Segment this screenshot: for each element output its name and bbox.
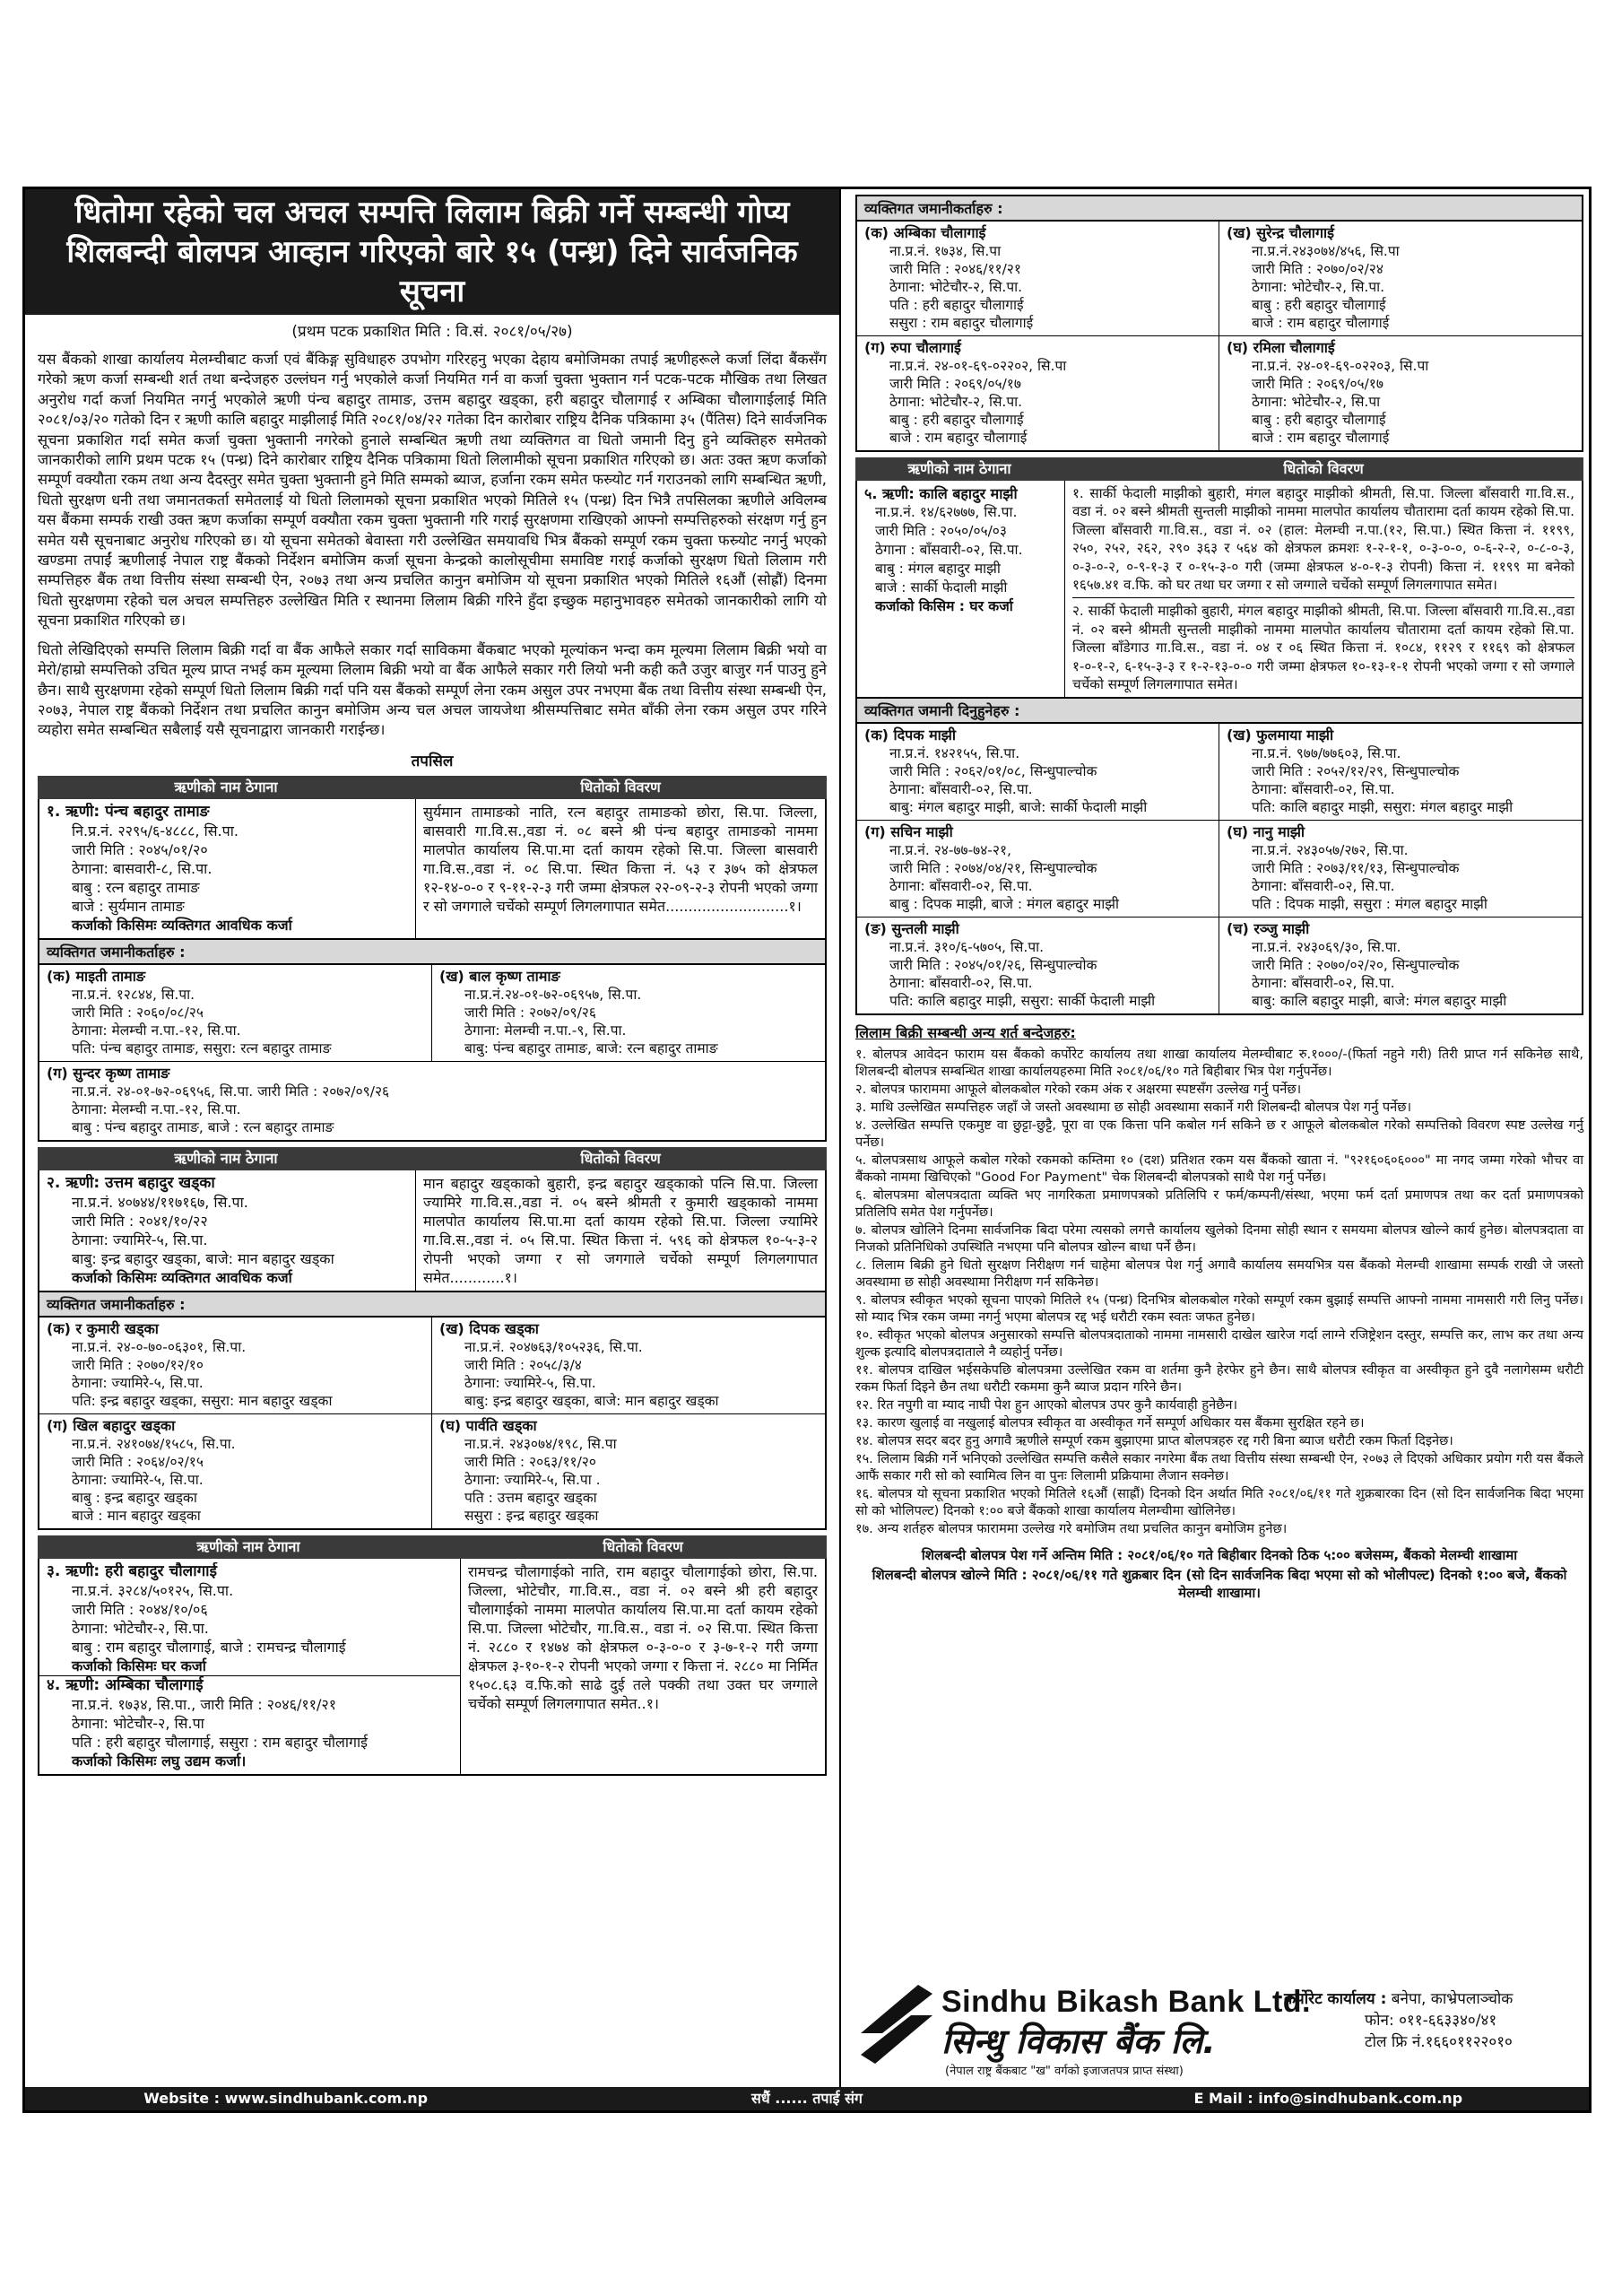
second-paragraph: धितो लेखिदिएको सम्पत्ति लिलाम बिक्री गर्दा वा बैंक आफैले सकार गर्दा साविकमा बैंकबाट भएको मूल्यांकन भन्दा कम मूल्यमा लिलाम बिक्री भयो वा मेरो/हाम्रो सम्पत्तिको उचित मूल्य प्राप्त नभई कम मूल्यमा लिलाम बिक्री भयो वा बैंक आफैले सकार गरी लियो भनी कही कतै उजुर बाजुर गर्न पाउनु हुने छैन। साथै सुरक्षणमा रहेको सम्पूर्ण धितो लिलाम बिक्री गर्दा पनि यस बैंकको सम्पूर्ण लेना रकम असुल उपर नभएमा बैंक तथा वित्तीय संस्था सम्बन्धी ऐन, २०७३, नेपाल राष्ट्र बैंकको निर्देशन तथा प्रचलित कानुन बमोजिम अन्य चल अचल जायजेथा श्रीसम्पत्तिबाट समेत बाँकी लेना रकम असुल उपर गरिने व्यहोरा समेत सम्बन्धित सबैलाई यसै सूचनाद्वारा जानकारी गराईन्छ। <box>38 640 827 739</box>
notice-frame <box>22 187 1592 2113</box>
guarantor-name: (ख) बाल कृष्ण तामाङ <box>439 967 560 985</box>
website-link[interactable]: Website : www.sindhubank.com.np <box>143 2090 429 2107</box>
guarantor-line: बाबु : पंन्च बहादुर तामाङ, बाजे : रत्न बहादुर तामाङ <box>72 1118 334 1135</box>
guarantor-grid <box>38 965 827 1142</box>
guarantor-line: ठेगाना: ज्यामिरे-५, सि.पा. <box>72 1471 204 1488</box>
guarantor-line: ना.प्र.नं. २४३०७४/१९८, सि.पा <box>464 1435 617 1452</box>
collateral-details: सुर्यमान तामाङको नाति, रत्न बहादुर तामाङको छोरा, सि.पा. जिल्ला, बासवारी गा.वि.स.,वडा नं. ०८ बस्ने श्री पंन्च बहादुर तामाङको नाममा मालपोत कार्यालय सि.पा.मा दर्ता कायम रहेको सि.पा. जिल्ला बासवारी गा.वि.स.,वडा नं. ०८ सि.पा. स्थित कित्ता नं. ५३ र ३७५ को क्षेत्रफल १२-१४-०-० र ९-११-२-३ गरी जम्मा क्षेत्रफल २२-०९-२-३ रोपनी भएको जग्गा र सो जगगाले चर्चेको सम्पूर्ण लिगलगापात समेत...........................१। <box>423 803 818 915</box>
guarantor-line: जारी मिति : २०७२/०९/२६ <box>464 1004 596 1021</box>
footer-bar <box>25 2087 1589 2110</box>
guarantor-name: (ख) फुलमाया माझी <box>1227 726 1334 744</box>
guarantor-line: ठेगाना: बाँसवारी-०२, सि.पा. <box>1252 781 1395 798</box>
guarantor-line: ठेगाना: मेलम्ची न.पा.-९, सि.पा. <box>464 1022 627 1039</box>
guarantor-card <box>857 222 1219 336</box>
borrower-line: ठेगाना: ज्यामिरे-५, सि.पा. <box>72 1231 208 1248</box>
guarantor-card <box>857 918 1219 1013</box>
guarantor-line: बाबु : इन्द्र बहादुर खड्का <box>72 1489 197 1506</box>
borrower-line: नि.प्र.नं. २२९५/६-४८८८, सि.पा. <box>72 822 239 839</box>
guarantor-line: ठेगाना: भोटेचौर-२, सि.पा. <box>889 394 1023 410</box>
bank-contact <box>1284 1988 1513 2053</box>
guarantor-line: ना.प्र.नं. २४-०१-६९-०२२०३, सि.पा <box>1252 358 1429 374</box>
collateral-details <box>1065 481 1582 697</box>
term-item: १७. अन्य शर्तहरु बोलपत्र फाराममा उल्लेख गरे बमोजिम तथा प्रचलित कानुन बमोजिम हुनेछ। <box>855 1521 1288 1537</box>
borrower-line: पति : हरी बहादुर चौलागाई, ससुरा : राम बहादुर चौलागाई <box>72 1733 368 1751</box>
guarantor-name: (ग) सचिन माझी <box>864 823 953 841</box>
guarantor-line: बाबु: मंगल बहादुर माझी, बाजे: सार्की फेदाली माझी <box>889 799 1148 816</box>
borrower-name: ३. ऋणी: हरी बहादुर चौलागाई <box>47 1561 217 1580</box>
borrower-line: बाबु : राम बहादुर चौलागाई, बाजे : रामचन्द्र चौलागाई <box>72 1638 346 1656</box>
borrower-line: जारी मिति : २०४४/१०/०६ <box>72 1600 208 1618</box>
bank-block <box>855 1976 1583 2082</box>
guarantor-name: (च) रञ्जु माझी <box>1227 920 1310 938</box>
guarantor-name: (क) अम्बिका चौलागाई <box>864 224 986 241</box>
guarantor-line: ना.प्र.नं. २०४७६३/१०५२३६, सि.पा. <box>464 1338 643 1355</box>
guarantor-line: बाजे : मान बहादुर खड्का <box>72 1507 201 1524</box>
bank-license: (नेपाल राष्ट्र बैंकबाट "ख" वर्गको इजाजतपत्र प्राप्त संस्था) <box>945 2065 1184 2078</box>
guarantor-line: ना.प्र.नं. १७३४, सि.पा <box>889 243 1002 259</box>
guarantor-line: पति : उत्तम बहादुर खड्का <box>464 1489 597 1506</box>
term-item: ७. बोलपत्र खोलिने दिनमा सार्वजनिक बिदा परेमा त्यसको लगत्तै कार्यालय खुलेको दिनमा सोही स्थान र समयमा बोलपत्र खोल्ने कार्य हुनेछ। बोलपत्रदाता वा निजको प्रतिनिधिको उपस्थिति नभएमा पनि बोलपत्र खोल्न बाधा पर्ने छैन। <box>855 1222 1583 1256</box>
loan-section-1 <box>38 776 827 1142</box>
header-collateral: धितोको विवरण <box>603 1537 683 1555</box>
guarantor-name: (क) माइती तामाङ <box>47 967 146 985</box>
guarantor-card <box>432 965 825 1062</box>
guarantor-line: बाजे : राम बहादुर चौलागाई <box>1252 430 1390 446</box>
term-item: ११. बोलपत्र दाखिल भईसकेपछि बोलपत्रमा उल्लेखित रकम वा शर्तमा कुनै हेरफेर हुने छैन। साथै बोलपत्र स्वीकृत वा अस्वीकृत हुने दुवै नलागेसम्म धरौटी रकम फिर्ता दिइने छैन तथा धरौटी रकममा कुनै ब्याज प्रदान गरिने छैन। <box>855 1362 1583 1396</box>
term-item: १२. रित नपुगी वा म्याद नाघी पेश हुन आएको बोलपत्र उपर कुनै कार्यवाही हुनेछैन। <box>855 1397 1238 1413</box>
guarantor-line: ठेगाना: बाँसवारी-०२, सि.पा. <box>1252 878 1395 895</box>
term-item: २. बोलपत्र फाराममा आफूले बोलकबोल गरेको रकम अंक र अक्षरमा स्पष्टसँग उल्लेख गर्नु पर्नेछ। <box>855 1082 1302 1098</box>
term-item: ९. बोलपत्र स्वीकृत भएको सूचना पाएको मितिले १५ (पन्ध्र) दिनभित्र बोलकबोल गरेको सम्पूर्ण रकम बुझाई सम्पत्ति आफ्नो नाममा नामसारी गरी लिनु पर्नेछ। सो म्याद भित्र रकम जम्मा नगर्नु भएमा बोलपत्र रद्द भई धरौटी रकम स्वतः जफत हुनेछ। <box>855 1292 1583 1326</box>
guarantor-line: ना.प्र.नं. २४३०६९/३०, सि.पा. <box>1252 939 1401 956</box>
guarantor-line: ठेगाना: मेलम्ची न.पा.-१२, सि.पा. <box>72 1022 241 1039</box>
guarantor-line: जारी मिति : २०७०/०२/२०, सिन्धुपाल्चोक <box>1252 957 1460 974</box>
bank-logo-icon <box>855 1981 938 2067</box>
guarantor-grid <box>855 724 1583 1015</box>
guarantor-line: ठेगाना: ज्यामिरे-५, सि.पा . <box>464 1471 601 1488</box>
guarantor-line: बाबु: कालि बहादुर माझी, बाजे: मंगल बहादुर माझी <box>1252 993 1507 1010</box>
guarantor-line: ना.प्र.नं. २४-०-७०-०६३०१, सि.पा. <box>72 1338 247 1355</box>
guarantor-line: पति: इन्द्र बहादुर खड्का, ससुरा: मान बहादुर खड्का <box>72 1392 333 1409</box>
borrower-details <box>39 799 416 938</box>
guarantor-line: ना.प्र.नं. २४-०१-७२-०६९५६, सि.पा. जारी मिति : २०७२/०९/२६ <box>72 1083 390 1100</box>
guarantor-name: (क) र कुमारी खड्का <box>47 1319 159 1337</box>
guarantor-header: व्यक्तिगत जमानीकर्ताहरु : <box>38 940 827 965</box>
guarantor-card <box>39 1414 432 1528</box>
collateral-item: २. सार्की फेदाली माझीको बुहारी, मंगल बहादुर माझीको श्रीमती, सि.पा. जिल्ला बाँसवारी गा.वि.स.,वडा नं. ०२ बस्ने श्रीमती सुन्तली माझीको नाममा मालपोत कार्यालय चौतारामा दर्ता कायम रहेको सि.पा. जिल्ला बाँडेगाउ गा.वि.स., वडा नं. ०४ र ०६ स्थित कित्ता नं. १०८४, ११२९ र ११६९ को क्षेत्रफल १-०-१-२, ६-१५-३-३ र १-२-१३-०-० गरी जम्मा क्षेत्रफल १०-१३-१-१ रोपनी भएको जग्गा र सो जग्गाले चर्चेको सम्पूर्ण लिगलगापात समेत। <box>1072 603 1574 693</box>
loan-type: कर्जाको किसिमः घर कर्जा <box>72 1657 206 1674</box>
table-header <box>38 1535 827 1559</box>
borrower-line: ना.प्र.नं. १४/६२७७७, सि.पा. <box>875 504 1018 520</box>
guarantor-line: ससुरा : राम बहादुर चौलागाई <box>889 315 1034 331</box>
guarantor-line: ठेगाना: बाँसवारी-०२, सि.पा. <box>889 975 1033 992</box>
office-address: बनेपा, काभ्रेपलाञ्चोक <box>1391 1990 1514 2008</box>
borrower-line: ठेगाना: भोटेचौर-२, सि.पा <box>72 1714 204 1732</box>
guarantor-line: ठेगाना: बाँसवारी-०२, सि.पा. <box>1252 975 1395 992</box>
guarantor-line: पति : दिपक माझी, ससुरा : मंगल बहादुर माझी <box>1252 896 1488 913</box>
guarantor-card <box>39 1062 825 1140</box>
guarantor-card <box>1219 918 1582 1013</box>
term-item: १४. बोलपत्र सदर बदर हुनु अगावै ऋणीले सम्पूर्ण रकम बुझाएमा प्राप्त बोलपत्रहरु रद्द गरी बिना ब्याज धरौटी रकम फिर्ता दिइनेछ। <box>855 1433 1453 1449</box>
guarantor-card <box>857 821 1219 918</box>
submission-deadline: शिलबन्दी बोलपत्र पेश गर्ने अन्तिम मिति : २०८१/०६/१० गते बिहीबार दिनको ठिक ५:०० बजेसम्म, बैंकको मेलम्ची शाखामा <box>921 1547 1518 1564</box>
guarantor-line: बाबु : हरी बहादुर चौलागाई <box>1252 297 1386 313</box>
guarantor-line: ठेगाना: ज्यामिरे-५, सि.पा. <box>72 1374 204 1391</box>
guarantor-line: जारी मिति : २०७०/१२/१० <box>72 1356 204 1373</box>
guarantor-line: बाजे : राम बहादुर चौलागाई <box>1252 315 1390 331</box>
borrower-line: ना.प्र.नं. १७३४, सि.पा., जारी मिति : २०४६/११/२१ <box>72 1695 337 1713</box>
guarantor-card <box>857 724 1219 821</box>
guarantor-line: जारी मिति : २०४५/०१/२६, सिन्धुपाल्चोक <box>889 957 1097 974</box>
guarantor-line: ठेगाना: ज्यामिरे-५, सि.पा. <box>464 1374 596 1391</box>
borrower-line: बाबु : रत्न बहादुर तामाङ <box>72 878 200 896</box>
guarantor-line: पति: कालि बहादुर माझी, ससुरा: मंगल बहादुर माझी <box>1252 799 1514 816</box>
term-item: १६. बोलपत्र यो सूचना प्रकाशित भएको मितिले १६औं (साह्रौं) दिनको दिन अर्थात मिति २०८१/०६/११ गते शुक्रबारका दिन (सो दिन सार्वजनिक बिदा भएमा सो को भोलिपल्ट) दिनको १:०० बजे बैंकको शाखा कार्यालय मेलम्चीमा खोलिनेछ। <box>855 1486 1583 1519</box>
table-header <box>38 1147 827 1170</box>
borrower-line: जारी मिति : २०४५/०१/२० <box>72 840 208 858</box>
borrower-line: बाबु : मंगल बहादुर माझी <box>875 561 1001 577</box>
guarantor-line: जारी मिति : २०७०/०२/२४ <box>1252 261 1383 277</box>
header-collateral: धितोको विवरण <box>580 1149 661 1167</box>
loan-row <box>855 481 1583 699</box>
guarantor-name: (घ) पार्वति खड्का <box>439 1416 537 1434</box>
guarantor-name: (ग) खिल बहादुर खड्का <box>47 1416 176 1434</box>
loan-row <box>38 1170 827 1292</box>
guarantor-card <box>432 1414 825 1528</box>
header-borrower: ऋणीको नाम ठेगाना <box>907 460 1011 477</box>
term-item: ८. लिलाम बिक्री हुने धितो सुरक्षण निरीक्षण गर्न चाहेमा बोलपत्र पेश गर्नु अगावै कार्यालय समयभित्र यस बैंकको मेलम्ची शाखामा सम्पर्क राखी जे जस्तो अवस्थामा छ सोही अवस्थामा निरीक्षण गर्न सकिनेछ। <box>855 1257 1583 1291</box>
borrower-line: ठेगाना : बाँसवारी-०२, सि.पा. <box>875 542 1023 558</box>
borrower-details <box>857 481 1065 697</box>
loan-section-2 <box>38 1147 827 1530</box>
term-item: ४. उल्लेखित सम्पत्ति एकमुष्ट वा छुट्टा-छुट्टै, पूरा वा एक कित्ता पनि कबोल गर्न सकिने छ र आफूले बोलकबोल गरेको सम्पत्तिको विवरण स्पष्ट उल्लेख गर्नु पर्नेछ। <box>855 1118 1583 1151</box>
guarantor-line: ना.प्र.नं. १४२१५५, सि.पा. <box>889 745 1020 762</box>
term-item: ५. बोलपत्रसाथ आफूले कबोल गरेको रकमको कम्तिमा १० (दश) प्रतिशत रकम यस बैंकको खाता नं. "९२१६०६०६०००" मा नगद जम्मा गरेको भौचर वा बैंकको नाममा खिचिएको "Good For Payment" चेक शिलबन्दी बोलपत्रको साथै पेश गर्नु पर्नेछ। <box>855 1152 1583 1186</box>
guarantor-line: जारी मिति : २०५८/३/४ <box>464 1356 582 1373</box>
loan-section-3 <box>38 1535 827 1776</box>
guarantor-line: ना.प्र.नं. २४-०१-६९-०२२०२, सि.पा <box>889 358 1067 374</box>
bank-name-english: Sindhu Bikash Bank Ltd. <box>941 1985 1311 2019</box>
loan-type: कर्जाको किसिम : घर कर्जा <box>875 598 1013 614</box>
collateral-details: मान बहादुर खड्काको बुहारी, इन्द्र बहादुर खड्काको पत्नि सि.पा. जिल्ला ज्यामिरे गा.वि.स.,वडा नं. ०५ बस्ने श्रीमती र कुमारी खड्काको नाममा मालपोत कार्यालय सि.पा.मा दर्ता कायम रहेको सि.पा. जिल्ला ज्यामिरे गा.वि.स.,वडा नं. ०५ सि.पा. स्थित कित्ता नं. ५९६ को क्षेत्रफल १०-५-३-२ रोपनी भएको जग्गा र सो जगगाले चर्चेको सम्पूर्ण लिगलगापात समेत............१। <box>423 1174 818 1286</box>
terms-title: लिलाम बिक्री सम्बन्धी अन्य शर्त बन्देजहरु: <box>855 1024 1076 1042</box>
borrower-details <box>39 1170 416 1291</box>
guarantor-card <box>39 1318 432 1414</box>
guarantor-line: जारी मिति : २०७३/११/१३, सिन्धुपाल्चोक <box>1252 860 1460 877</box>
borrower-line: ना.प्र.नं. ३२८४/५०१२५, सि.पा. <box>72 1581 234 1599</box>
guarantor-name: (ख) दिपक खड्का <box>439 1319 539 1337</box>
borrower-name: १. ऋणी: पंन्च बहादुर तामाङ <box>47 802 210 821</box>
guarantor-line: जारी मिति : २०५२/१२/२९, सिन्धुपाल्चोक <box>1252 763 1460 780</box>
office-label: कर्पोरेट कार्यालय : <box>1284 1990 1387 2008</box>
loan-row <box>38 799 827 940</box>
guarantor-line: ससुरा : इन्द्र बहादुर खड्का <box>464 1507 599 1524</box>
header-collateral: धितोको विवरण <box>1283 460 1364 477</box>
guarantor-line: जारी मिति : २०६२/०१/०८, सिन्धुपाल्चोक <box>889 763 1097 780</box>
borrower-line: जारी मिति : २०४१/१०/२२ <box>72 1212 208 1230</box>
term-item: ६. बोलपत्रमा बोलपत्रदाता व्यक्ति भए नागरिकता प्रमाणपत्रको प्रतिलिपि र फर्म/कम्पनी/संस्था, भएमा फर्म दर्ता प्रमाणपत्र तथा कर दर्ता प्रमाणपत्रको प्रतिलिपि समेत पेश गर्नुपर्नेछ। <box>855 1187 1583 1221</box>
guarantor-header: व्यक्तिगत जमानीकर्ताहरु : <box>38 1292 827 1318</box>
guarantor-line: बाबु : हरी बहादुर चौलागाई <box>889 412 1024 428</box>
guarantor-line: ठेगाना: बाँसवारी-०२, सि.पा. <box>889 878 1033 895</box>
guarantor-line: ठेगाना: बाँसवारी-०२, सि.पा. <box>889 781 1033 798</box>
guarantor-grid <box>855 222 1583 452</box>
guarantor-name: (ग) रुपा चौलागाई <box>864 339 961 356</box>
collateral-details: रामचन्द्र चौलागाईको नाति, राम बहादुर चौलागाईको छोरा, सि.पा. जिल्ला, भोटेचौर, गा.वि.स., वडा नं. ०२ बस्ने श्री हरी बहादुर चौलागाईको नाममा मालपोत कार्यालय सि.पा.मा दर्ता कायम रहेको सि.पा. जिल्ला भोटेचौर, गा.वि.स., वडा नं. ०२ सि.पा. स्थित कित्ता नं. २८८० र १४७४ को क्षेत्रफल ०-३-०-० र ३-७-१-२ गरी जग्गा क्षेत्रफल ३-१०-१-२ रोपनी भएको जग्गा र कित्ता नं. २८८० मा निर्मित १५०८.६३ व.फि.को साढे दुई तले पक्की तथा उक्त घर जग्गाले चर्चेको सम्पूर्ण लिगलगापात समेत..१। <box>468 1562 818 1712</box>
schedule-heading: तपसिल <box>411 752 454 770</box>
guarantor-line: पति : हरी बहादुर चौलागाई <box>889 297 1024 313</box>
term-item: १३. कारण खुलाई वा नखुलाई बोलपत्र स्वीकृत वा अस्वीकृत गर्ने सम्पूर्ण अधिकार यस बैंकमा सुरक्षित रहने छ। <box>855 1415 1365 1431</box>
term-item: १०. स्वीकृत भएको बोलपत्र अनुसारको सम्पत्ति बोलपत्रदाताको नाममा नामसारी दाखेल खारेज गर्दा लाग्ने रजिष्ट्रेशन दस्तुर, सम्पत्ति कर, लाभ कर तथा अन्य शुल्क इत्यादि बोलपत्रदाताले नै व्यहोर्नु पर्नेछ। <box>855 1327 1583 1361</box>
bank-name-nepali: सिन्धु विकास बैंक लि. <box>941 2022 1216 2061</box>
guarantor-line: पति: पंन्च बहादुर तामाङ, ससुरा: रत्न बहादुर तामाङ <box>72 1039 332 1057</box>
guarantor-header: व्यक्तिगत जमानीकर्ताहरु : <box>855 195 1583 222</box>
guarantor-header: व्यक्तिगत जमानी दिनुहुनेहरु : <box>855 699 1583 724</box>
loan-row <box>38 1559 827 1776</box>
term-item: १. बोलपत्र आवेदन फाराम यस बैंकको कर्पोरेट कार्यालय तथा शाखा कार्यालय मेलम्चीबाट रु.१०००/-(फिर्ता नहुने गरी) तिरी प्राप्त गर्न सकिनेछ साथै, शिलबन्दी बोलपत्र सम्बन्धित शाखा कार्यालयहरुमा मिति २०८१/०६/१० गते बिहीबार भित्र पेश गर्नुपर्नेछ। <box>855 1047 1583 1080</box>
borrower-line: ठेगाना: बासवारी-८, सि.पा. <box>72 859 213 877</box>
header-borrower: ऋणीको नाम ठेगाना <box>174 1149 278 1167</box>
borrower-name: ५. ऋणी: कालि बहादुर माझी <box>864 485 1018 502</box>
guarantor-line: जारी मिति : २०६९/०५/१७ <box>889 376 1021 392</box>
borrower-line: बाजे : सार्की फेदाली माझी <box>875 579 1008 596</box>
guarantor-name: (क) दिपक माझी <box>864 726 957 744</box>
loan-type: कर्जाको किसिमः लघु उद्यम कर्जा। <box>72 1752 247 1770</box>
guarantor-line: ना.प्र.नं. ३१०/६-५७०५, सि.पा. <box>889 939 1045 956</box>
header-borrower: ऋणीको नाम ठेगाना <box>174 778 278 796</box>
loan-type: कर्जाको किसिमः व्यक्तिगत आवधिक कर्जा <box>72 1268 292 1286</box>
loan-type: कर्जाको किसिमः व्यक्तिगत आवधिक कर्जा <box>72 916 292 934</box>
guarantor-line: ना.प्र.नं.२४३०७४/४५६, सि.पा <box>1252 243 1400 259</box>
guarantor-name: (ख) सुरेन्द्र चौलागाई <box>1227 224 1334 241</box>
guarantor-line: ठेगाना: भोटेचौर-२, सि.पा <box>1252 394 1381 410</box>
header-collateral: धितोको विवरण <box>580 778 661 796</box>
guarantor-line: ना.प्र.नं.२४-०१-७२-०६९५७, सि.पा. <box>464 986 642 1003</box>
borrower-name: ४. ऋणी: अम्बिका चौलागाई <box>39 1675 460 1695</box>
guarantor-line: जारी मिति : २०६४/०२/१५ <box>72 1453 204 1470</box>
guarantor-line: पति: कालि बहादुर माझी, ससुरा: सार्की फेदाली माझी <box>889 993 1156 1010</box>
guarantor-line: ना.प्र.नं. १२८४४, सि.पा. <box>72 986 195 1003</box>
slogan: सधैं ...... तपाई संग <box>751 2090 863 2107</box>
guarantor-name: (घ) रमिला चौलागाई <box>1227 339 1335 356</box>
email-link[interactable]: E Mail : info@sindhubank.com.np <box>1193 2090 1463 2107</box>
borrower-line: ठेगाना: भोटेचौर-२, सि.पा. <box>72 1619 209 1637</box>
guarantor-line: ना.प्र.नं. २४-७७-७४-२१, <box>889 842 1011 859</box>
guarantor-line: बाजे : राम बहादुर चौलागाई <box>889 430 1028 446</box>
guarantor-line: ना.प्र.नं. २४१०७४/१५८५, सि.पा. <box>72 1435 236 1452</box>
opening-date: शिलबन्दी बोलपत्र खोल्ने मिति : २०८१/०६/११ गते शुक्रबार दिन (सो दिन सार्वजनिक बिदा भएमा सो को भोलीपल्ट) दिनको १:०० बजे, बैंकको मेलम्ची शाखामा। <box>872 1567 1567 1602</box>
borrower-line: बाजे : सुर्यमान तामाङ <box>72 897 185 915</box>
borrower-name: २. ऋणी: उत्तम बहादुर खड्का <box>47 1173 215 1192</box>
borrower-details <box>39 1559 461 1774</box>
guarantor-card <box>432 1318 825 1414</box>
left-column <box>25 189 841 2087</box>
loan-section-5 <box>855 457 1583 1015</box>
guarantor-line: जारी मिति : २०६०/०८/२५ <box>72 1004 204 1021</box>
guarantor-line: जारी मिति : २०६९/०५/१७ <box>1252 376 1383 392</box>
borrower-line: जारी मिति : २०५०/०५/०३ <box>875 523 1007 539</box>
guarantor-grid <box>38 1318 827 1530</box>
guarantor-name: (ङ) सुन्तली माझी <box>864 920 959 938</box>
office-phone: फोन: ०११-६६३३४०/४१ <box>1365 2012 1497 2030</box>
guarantor-card <box>1219 724 1582 821</box>
borrower-line: बाबु: इन्द्र बहादुर खड्का, बाजे: मान बहादुर खड्का <box>72 1249 334 1267</box>
toll-free-number: टोल फ्रि नं.१६६०११२२०१० <box>1365 2033 1513 2051</box>
guarantor-line: बाबु: इन्द्र बहादुर खड्का, बाजे: मान बहादुर खड्का <box>464 1392 719 1409</box>
guarantor-line: बाबु: पंन्च बहादुर तामाङ, बाजे: रत्न बहादुर तामाङ <box>464 1039 718 1057</box>
notice-title: धितोमा रहेको चल अचल सम्पत्ति लिलाम बिक्री गर्ने सम्बन्धी गोप्य शिलबन्दी बोलपत्र आव्हान गरिएको बारे १५ (पन्ध्र) दिने सार्वजनिक सूचना <box>25 189 839 315</box>
collateral-item: १. सार्की फेदाली माझीको बुहारी, मंगल बहादुर माझीको श्रीमती, सि.पा. जिल्ला बाँसवारी गा.वि.स., वडा नं. ०२ बस्ने श्रीमती सुन्तली माझीको नाममा मालपोत कार्यालय चौतारामा दर्ता कायम रहेको सि.पा. जिल्ला बाँसवारी गा.वि.स., वडा नं. ०२ (हाल: मेलम्ची न.पा.(१२, सि.पा.) स्थित कित्ता नं. ११९९, २५०, २५२, २६२, २९० ३६३ र ५६४ को क्षेत्रफल क्रमशः १-२-१-१, ०-३-०-०, ०-६-२-२, ०-८-०-३, ०-३-०-२, ०-९-१-३ र ०-१५-३-० गरी (जम्मा क्षेत्रफल ४-०-१-३ रोपनी) कित्ता नं. ११९९ मा बनेको १६५७.४१ व.फि. को घर तथा घर जग्गा र सो जग्गाले चर्चेको सम्पूर्ण लिगलगापात समेत। <box>1072 484 1574 598</box>
guarantor-card <box>1219 222 1582 336</box>
guarantor-name: (ग) सुन्दर कृष्ण तामाङ <box>47 1064 170 1082</box>
term-item: १५. लिलाम बिक्री गर्ने भनिएको उल्लेखित सम्पत्ति कसैले सकार नगरेमा बैंक तथा वित्तीय संस्था सम्बन्धी ऐन, २०७३ ले दिएको अधिकार प्रयोग गरी यस बैंकले आफैं सकार गरी सो को स्वामित्व लिन वा पुनः लिलामी प्रक्रियामा लैजान सक्नेछ। <box>855 1451 1583 1484</box>
guarantor-line: जारी मिति : २०६३/११/२० <box>464 1453 596 1470</box>
term-item: ३. माथि उल्लेखित सम्पत्तिहरु जहाँ जे जस्तो अवस्थामा छ सोही अवस्थामा सकार्ने गरी शिलबन्दी बोलपत्र पेश गर्नु पर्नेछ। <box>855 1100 1411 1116</box>
table-header <box>855 457 1583 481</box>
guarantor-line: जारी मिति : २०७४/०४/२१, सिन्धुपाल्चोक <box>889 860 1097 877</box>
guarantor-line: ठेगाना: भोटेचौर-२, सि.पा. <box>889 279 1023 295</box>
guarantor-line: बाबु : हरी बहादुर चौलागाई <box>1252 412 1386 428</box>
right-column <box>843 189 1589 2087</box>
guarantor-line: बाबु : दिपक माझी, बाजे : मंगल बहादुर माझी <box>889 896 1120 913</box>
guarantor-name: (घ) नानु माझी <box>1227 823 1305 841</box>
guarantor-line: ना.प्र.नं. २४३०५७/२७२, सि.पा. <box>1252 842 1409 859</box>
guarantor-card <box>39 965 432 1062</box>
guarantor-line: ठेगाना: मेलम्ची न.पा.-१२, सि.पा. <box>72 1100 241 1118</box>
intro-paragraph: यस बैंकको शाखा कार्यालय मेलम्चीबाट कर्जा एवं बैंकिङ्ग सुविधाहरु उपभोग गरिरहनु भएका देहाय बमोजिमका तपाई ऋणीहरूले कर्जा लिंदा बैंकसँग गरेको ऋण कर्जा सम्बन्धी शर्त तथा बन्देजहरु उल्लंघन गर्नु भएकोले कर्जा नियमित गर्न वा कर्जा चुक्ता भुक्तान गर्न पटक-पटक मौखिक तथा लिखत अनुरोध गर्दा कर्जा नियमित नगर्नु भएकोले ऋणी पंन्च बहादुर तामाङ, उत्तम बहादुर खड्का, हरी बहादुर चौलागाई र अम्बिका चौलागाईलाई मिति २०८१/०३/२० गतेको दिन र ऋणी कालि बहादुर माझीलाई मिति २०८१/०४/२२ गतेका दिन कारोबार राष्ट्रिय दैनिक पत्रिकामा ३५ (पैंतिस) दिने सार्वजनिक सूचना प्रकाशित गर्दा समेत कर्जा चुक्ता भुक्तानी नगरेको हुनाले सम्बन्धित ऋणी तथा व्यक्तिगत वा धितो जमानी दिनु हुने व्यक्तिहरु समेतको जानकारीको लागि प्रथम पटक १५ (पन्ध्र) दिने कारोबार राष्ट्रिय दैनिक पत्रिकामा धितो लिलामीको सूचना प्रकाशित गरिएको छ। अतः उक्त ऋण कर्जाको सम्पूर्ण वक्यौता रकम तथा अन्य दैदस्तुर समेत चुक्ता भुक्तानी हुने मिति सम्मको ब्याज, हर्जाना रकम समेत फस्र्योट गर्न गराउनको लागि सम्बन्धित ऋणी, धितो सुरक्षण धनी तथा जमानतकर्ता समेतलाई यो धितो लिलामको सूचना प्रकाशित भएको मितिले १५ (पन्ध्र) दिन भित्रै तपसिलका ऋणीले अविलम्ब यस बैंकमा सम्पर्क राखी उक्त ऋण कर्जाका सम्पूर्ण वक्यौता रकम चुक्ता भुक्तानी गरि गराई सुरक्षणमा राखिएको आफ्नो सम्पत्तिहरुको संरक्षण गर्नु हुन समेत यसै सूचनाबाट अनुरोध गरिएको छ। यो सूचना समेतको बेवास्ता गरी उल्लेखित समयावधि भित्र बैंकको सम्पूर्ण रकम चुक्ता फस्र्योट नगर्नु भएको खण्डमा तपाईं ऋणीलाई नेपाल राष्ट्र बैंकको निर्देशन बमोजिम कर्जा सूचना केन्द्रको कालोसूचीमा समाविष्ट गराई कर्जाको सुरक्षण धितो लिलाम गरी सम्पत्तिहरु बैंक तथा वित्तीय संस्था सम्बन्धी ऐन, २०७३ तथा अन्य प्रचलित कानुन बमोजिम यो सूचना प्रकाशित भएको मितिले १६औं (सोह्रौं) दिनमा धितो सुरक्षणमा रहेको चल अचल सम्पत्तिहरु उल्लेखित मिति र स्थानमा लिलाम बिक्री गरिने हुँदा इच्छुक महानुभावहरु समेतको जानकारीको लागि यो सूचना प्रकाशित गरिएको छ। <box>38 351 827 630</box>
header-borrower: ऋणीको नाम ठेगाना <box>196 1537 300 1555</box>
guarantor-card <box>857 336 1219 450</box>
guarantor-line: जारी मिति : २०४६/११/२१ <box>889 261 1021 277</box>
guarantor-card <box>1219 336 1582 450</box>
guarantor-line: ठेगाना: भोटेचौर-२, सि.पा. <box>1252 279 1385 295</box>
borrower-line: ना.प्र.नं. ४०७४४/११७१६७, सि.पा. <box>72 1193 248 1211</box>
table-header <box>38 776 827 799</box>
guarantor-line: ना.प्र.नं. ९७७/७७६०३, सि.पा. <box>1252 745 1401 762</box>
terms-list <box>855 1046 1583 1537</box>
guarantor-card <box>1219 821 1582 918</box>
publish-date: (प्रथम पटक प्रकाशित मिति : वि.सं. २०८१/०५/२७) <box>291 323 573 341</box>
